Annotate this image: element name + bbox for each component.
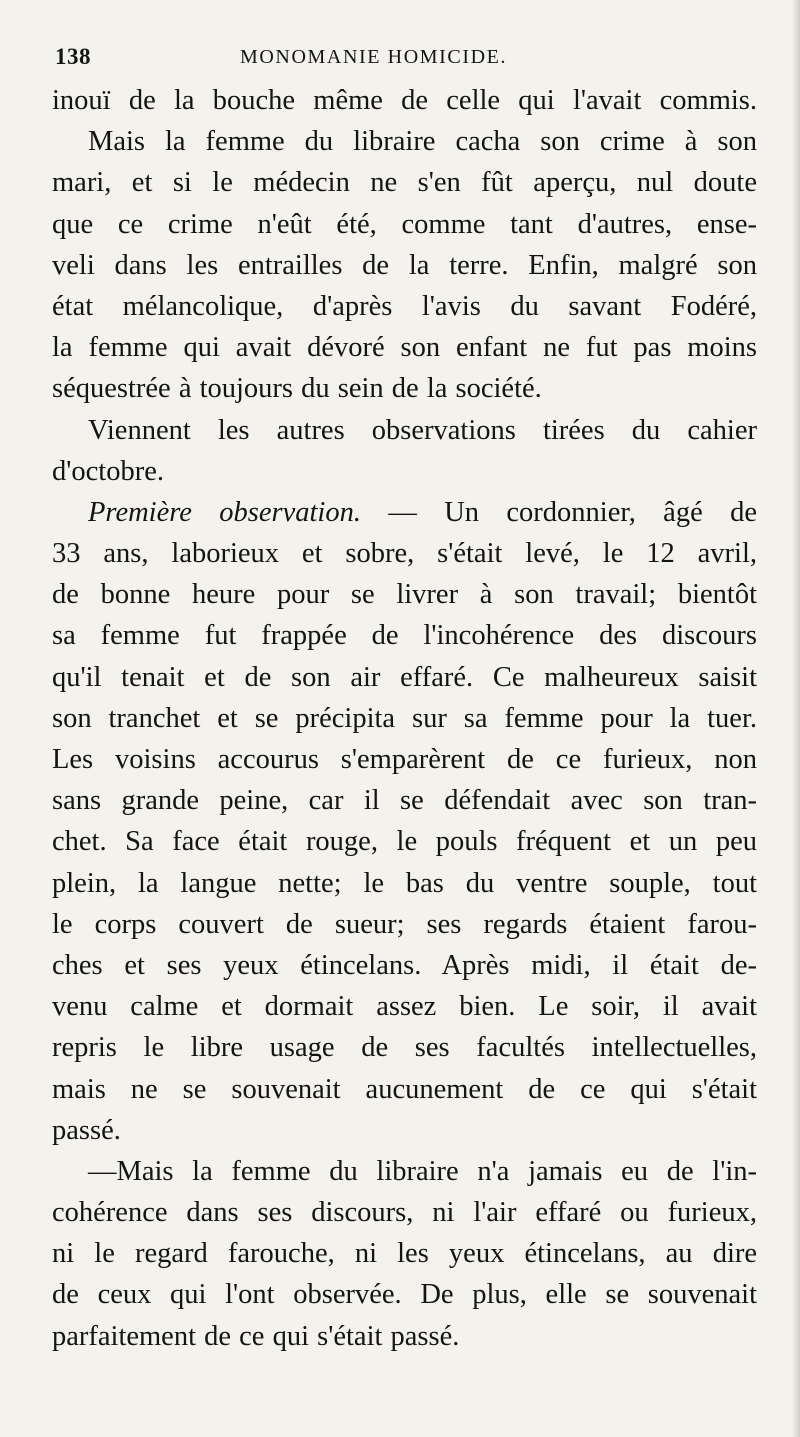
- text-line: que ce crime n'eût été, comme tant d'autres, ense-: [52, 208, 757, 240]
- text-line: le corps couvert de sueur; ses regards étaient farou-: [52, 908, 757, 940]
- text-line: parfaitement de ce qui s'était passé.: [52, 1320, 460, 1352]
- page-number: 138: [55, 44, 91, 69]
- text-line: état mélancolique, d'après l'avis du savant Fodéré,: [52, 290, 757, 322]
- text-line: son tranchet et se précipita sur sa femme pour la tuer.: [52, 702, 757, 734]
- page-edge-shadow: [792, 0, 800, 1437]
- text-line: veli dans les entrailles de la terre. Enfin, malgré son: [52, 249, 757, 281]
- text-line: passé.: [52, 1114, 121, 1146]
- text-line: inouï de la bouche même de celle qui l'avait commis.: [52, 85, 757, 116]
- text-line: plein, la langue nette; le bas du ventre souple, tout: [52, 867, 757, 899]
- text-line: qu'il tenait et de son air effaré. Ce malheureux saisit: [52, 661, 757, 693]
- observation-text: — Un cordonnier, âgé de: [360, 496, 757, 528]
- text-line: venu calme et dormait assez bien. Le soir, il avait: [52, 991, 757, 1023]
- text-line: ni le regard farouche, ni les yeux étincelans, au dire: [52, 1238, 757, 1270]
- text-line: repris le libre usage de ses facultés intellectuelles,: [52, 1032, 757, 1064]
- running-title: MONOMANIE HOMICIDE.: [240, 46, 508, 68]
- text-line: d'octobre.: [52, 455, 164, 487]
- text-line: mais ne se souvenait aucunement de ce qui s'était: [52, 1073, 757, 1105]
- text-line: ches et ses yeux étincelans. Après midi, il était de-: [52, 949, 757, 981]
- text-line: la femme qui avait dévoré son enfant ne fut pas moins: [52, 332, 757, 364]
- text-line: sans grande peine, car il se défendait avec son tran-: [52, 785, 757, 817]
- text-line: Viennent les autres observations tirées du cahier: [88, 414, 757, 446]
- body-text: [52, 80, 757, 1357]
- text-line: —Mais la femme du libraire n'a jamais eu de l'in-: [88, 1155, 757, 1187]
- text-line: cohérence dans ses discours, ni l'air effaré ou furieux,: [52, 1197, 757, 1229]
- text-line: de bonne heure pour se livrer à son travail; bientôt: [52, 579, 757, 611]
- text-line: 33 ans, laborieux et sobre, s'était levé, le 12 avril,: [52, 538, 757, 570]
- observation-label: Première observation.: [88, 496, 361, 528]
- page-header: [55, 44, 755, 74]
- observation-heading-line: [52, 492, 757, 533]
- text-line: séquestrée à toujours du sein de la société.: [52, 373, 542, 405]
- text-line: sa femme fut frappée de l'incohérence des discours: [52, 620, 757, 652]
- text-line: Mais la femme du libraire cacha son crime à son: [88, 126, 757, 158]
- text-line: Les voisins accourus s'emparèrent de ce furieux, non: [52, 744, 757, 775]
- text-line: de ceux qui l'ont observée. De plus, elle se souvenait: [52, 1279, 757, 1311]
- text-line: chet. Sa face était rouge, le pouls fréquent et un peu: [52, 826, 757, 858]
- text-line: mari, et si le médecin ne s'en fût aperçu, nul doute: [52, 167, 757, 199]
